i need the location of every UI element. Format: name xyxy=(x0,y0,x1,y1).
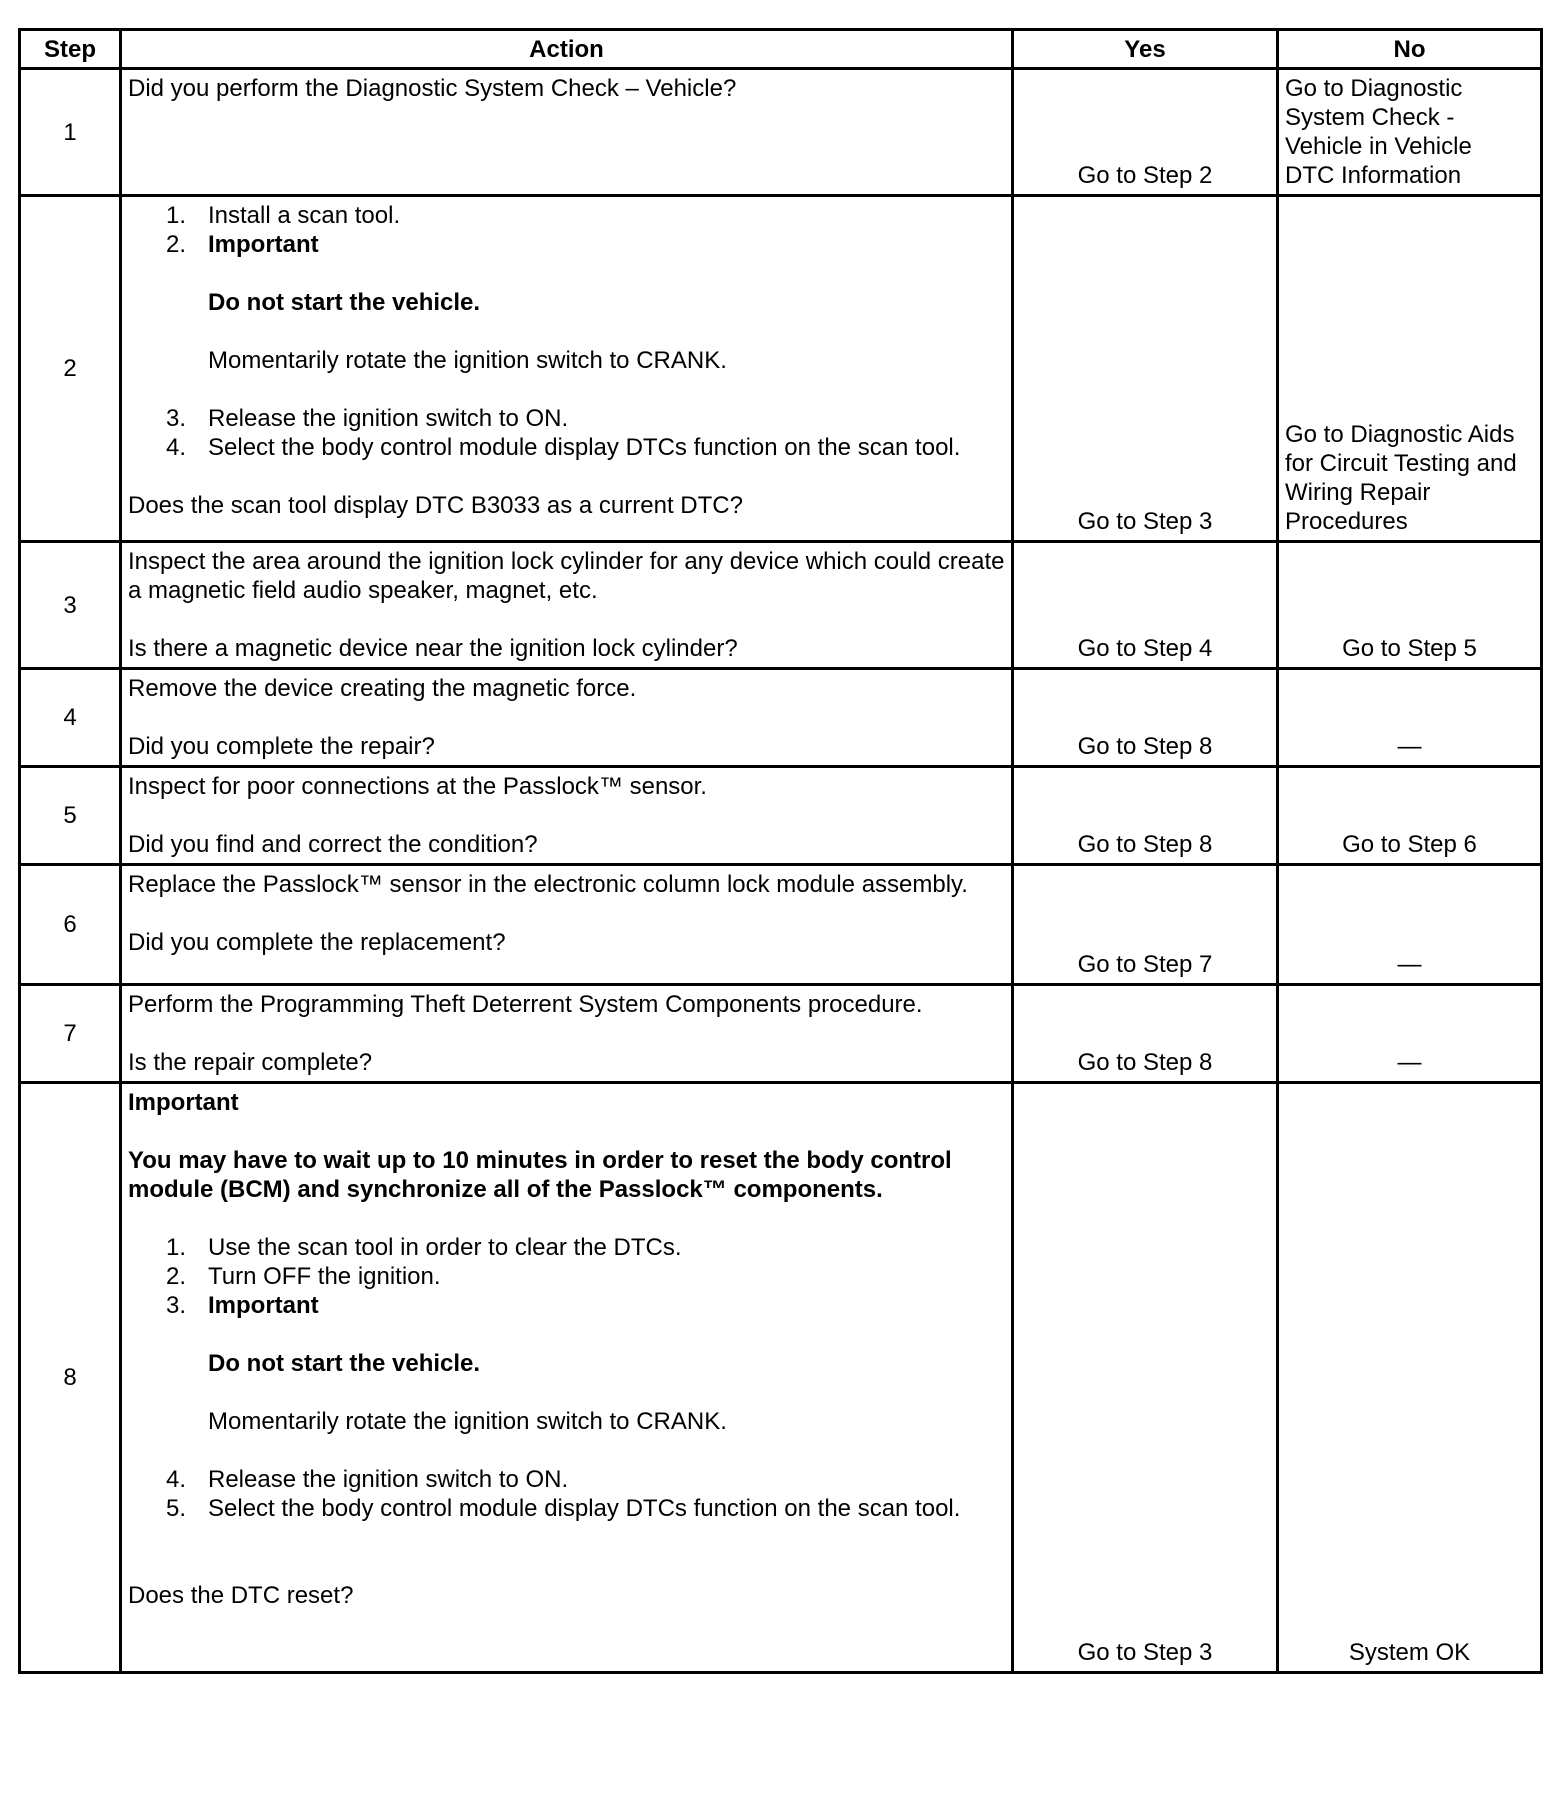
important-detail: Momentarily rotate the ignition switch to CRANK. xyxy=(208,1408,727,1435)
list-item xyxy=(128,433,1005,462)
header-no: No xyxy=(1278,30,1542,69)
yes-cell: Go to Step 3 xyxy=(1013,196,1278,542)
step-number: 8 xyxy=(20,1083,121,1673)
yes-cell: Go to Step 2 xyxy=(1013,69,1278,196)
no-cell xyxy=(1278,196,1542,542)
action-cell xyxy=(121,669,1013,767)
question-text: Does the DTC reset? xyxy=(128,1582,354,1609)
yes-cell: Go to Step 3 xyxy=(1013,1083,1278,1673)
step-number: 5 xyxy=(20,767,121,865)
yes-cell: Go to Step 7 xyxy=(1013,865,1278,985)
action-cell xyxy=(121,1083,1013,1673)
step-number: 1 xyxy=(20,69,121,196)
yes-cell: Go to Step 8 xyxy=(1013,767,1278,865)
no-cell: System OK xyxy=(1278,1083,1542,1673)
question-text: Is there a magnetic device near the ignition lock cylinder? xyxy=(128,635,738,662)
action-cell xyxy=(121,767,1013,865)
header-action: Action xyxy=(121,30,1013,69)
no-cell: — xyxy=(1278,669,1542,767)
action-text: Inspect the area around the ignition lock cylinder for any device which could create a magnetic field audio speaker, magnet, etc. xyxy=(128,548,1005,604)
diagnostic-table xyxy=(18,28,1543,1674)
table-row xyxy=(20,1083,1542,1673)
action-text: Remove the device creating the magnetic force. xyxy=(128,675,637,702)
list-number: 2. xyxy=(165,231,186,258)
step-number: 7 xyxy=(20,985,121,1083)
table-row xyxy=(20,985,1542,1083)
no-line: for Circuit Testing and xyxy=(1285,450,1517,477)
action-cell xyxy=(121,69,1013,196)
no-line: System Check - xyxy=(1285,104,1455,131)
header-step: Step xyxy=(20,30,121,69)
no-line: Go to Diagnostic xyxy=(1285,75,1463,102)
important-detail: Momentarily rotate the ignition switch to CRANK. xyxy=(208,347,727,374)
question-text: Did you complete the replacement? xyxy=(128,929,506,956)
important-note: Do not start the vehicle. xyxy=(208,289,481,316)
action-cell xyxy=(121,542,1013,669)
list-text: Select the body control module display DTCs function on the scan tool. xyxy=(208,1495,961,1522)
no-cell xyxy=(1278,69,1542,196)
no-line: DTC Information xyxy=(1285,162,1462,189)
no-cell: — xyxy=(1278,985,1542,1083)
question-text: Did you find and correct the condition? xyxy=(128,831,538,858)
no-line: Go to Diagnostic Aids xyxy=(1285,421,1515,448)
question-text: Did you complete the repair? xyxy=(128,733,435,760)
important-note: Do not start the vehicle. xyxy=(208,1350,481,1377)
list-text: Release the ignition switch to ON. xyxy=(208,405,569,432)
list-item xyxy=(128,1465,1005,1494)
action-text: Replace the Passlock™ sensor in the electronic column lock module assembly. xyxy=(128,871,968,898)
list-item xyxy=(128,201,1005,230)
list-item xyxy=(128,1233,1005,1262)
yes-cell: Go to Step 8 xyxy=(1013,669,1278,767)
table-row xyxy=(20,196,1542,542)
question-text: Is the repair complete? xyxy=(128,1049,373,1076)
action-cell xyxy=(121,196,1013,542)
action-cell xyxy=(121,985,1013,1083)
step-number: 4 xyxy=(20,669,121,767)
list-number: 5. xyxy=(165,1495,186,1522)
list-item xyxy=(128,1262,1005,1291)
list-text: Use the scan tool in order to clear the DTCs. xyxy=(208,1234,682,1261)
list-number: 3. xyxy=(165,1292,186,1319)
list-item xyxy=(128,230,1005,259)
step-number: 3 xyxy=(20,542,121,669)
yes-cell: Go to Step 8 xyxy=(1013,985,1278,1083)
table-row xyxy=(20,542,1542,669)
list-item xyxy=(128,1291,1005,1320)
action-cell xyxy=(121,865,1013,985)
list-item xyxy=(128,1494,1005,1523)
no-line: Vehicle in Vehicle xyxy=(1285,133,1472,160)
no-line: Wiring Repair xyxy=(1285,479,1431,506)
list-number: 2. xyxy=(165,1263,186,1290)
list-number: 1. xyxy=(165,202,186,229)
list-text: Select the body control module display DTCs function on the scan tool. xyxy=(208,434,961,461)
action-text: Did you perform the Diagnostic System Check – Vehicle? xyxy=(128,75,737,102)
no-line: Procedures xyxy=(1285,508,1408,535)
list-text: Release the ignition switch to ON. xyxy=(208,1466,569,1493)
list-item xyxy=(128,404,1005,433)
list-number: 4. xyxy=(165,434,186,461)
important-label: Important xyxy=(128,1089,239,1116)
table-row xyxy=(20,669,1542,767)
step-number: 6 xyxy=(20,865,121,985)
no-cell: Go to Step 5 xyxy=(1278,542,1542,669)
list-text: Turn OFF the ignition. xyxy=(208,1263,441,1290)
question-text: Does the scan tool display DTC B3033 as a current DTC? xyxy=(128,492,743,519)
header-row xyxy=(20,30,1542,69)
header-yes: Yes xyxy=(1013,30,1278,69)
action-text: Perform the Programming Theft Deterrent System Components procedure. xyxy=(128,991,923,1018)
important-note: You may have to wait up to 10 minutes in order to reset the body control module (BCM) and synchronize all of the Passlock™ components. xyxy=(128,1147,952,1203)
table-row xyxy=(20,767,1542,865)
yes-cell: Go to Step 4 xyxy=(1013,542,1278,669)
important-label: Important xyxy=(208,1292,319,1319)
list-text: Install a scan tool. xyxy=(208,202,401,229)
important-label: Important xyxy=(208,231,319,258)
list-number: 4. xyxy=(165,1466,186,1493)
no-cell: Go to Step 6 xyxy=(1278,767,1542,865)
step-number: 2 xyxy=(20,196,121,542)
no-cell: — xyxy=(1278,865,1542,985)
table-row xyxy=(20,69,1542,196)
list-number: 1. xyxy=(165,1234,186,1261)
list-number: 3. xyxy=(165,405,186,432)
action-text: Inspect for poor connections at the Passlock™ sensor. xyxy=(128,773,707,800)
table-row xyxy=(20,865,1542,985)
